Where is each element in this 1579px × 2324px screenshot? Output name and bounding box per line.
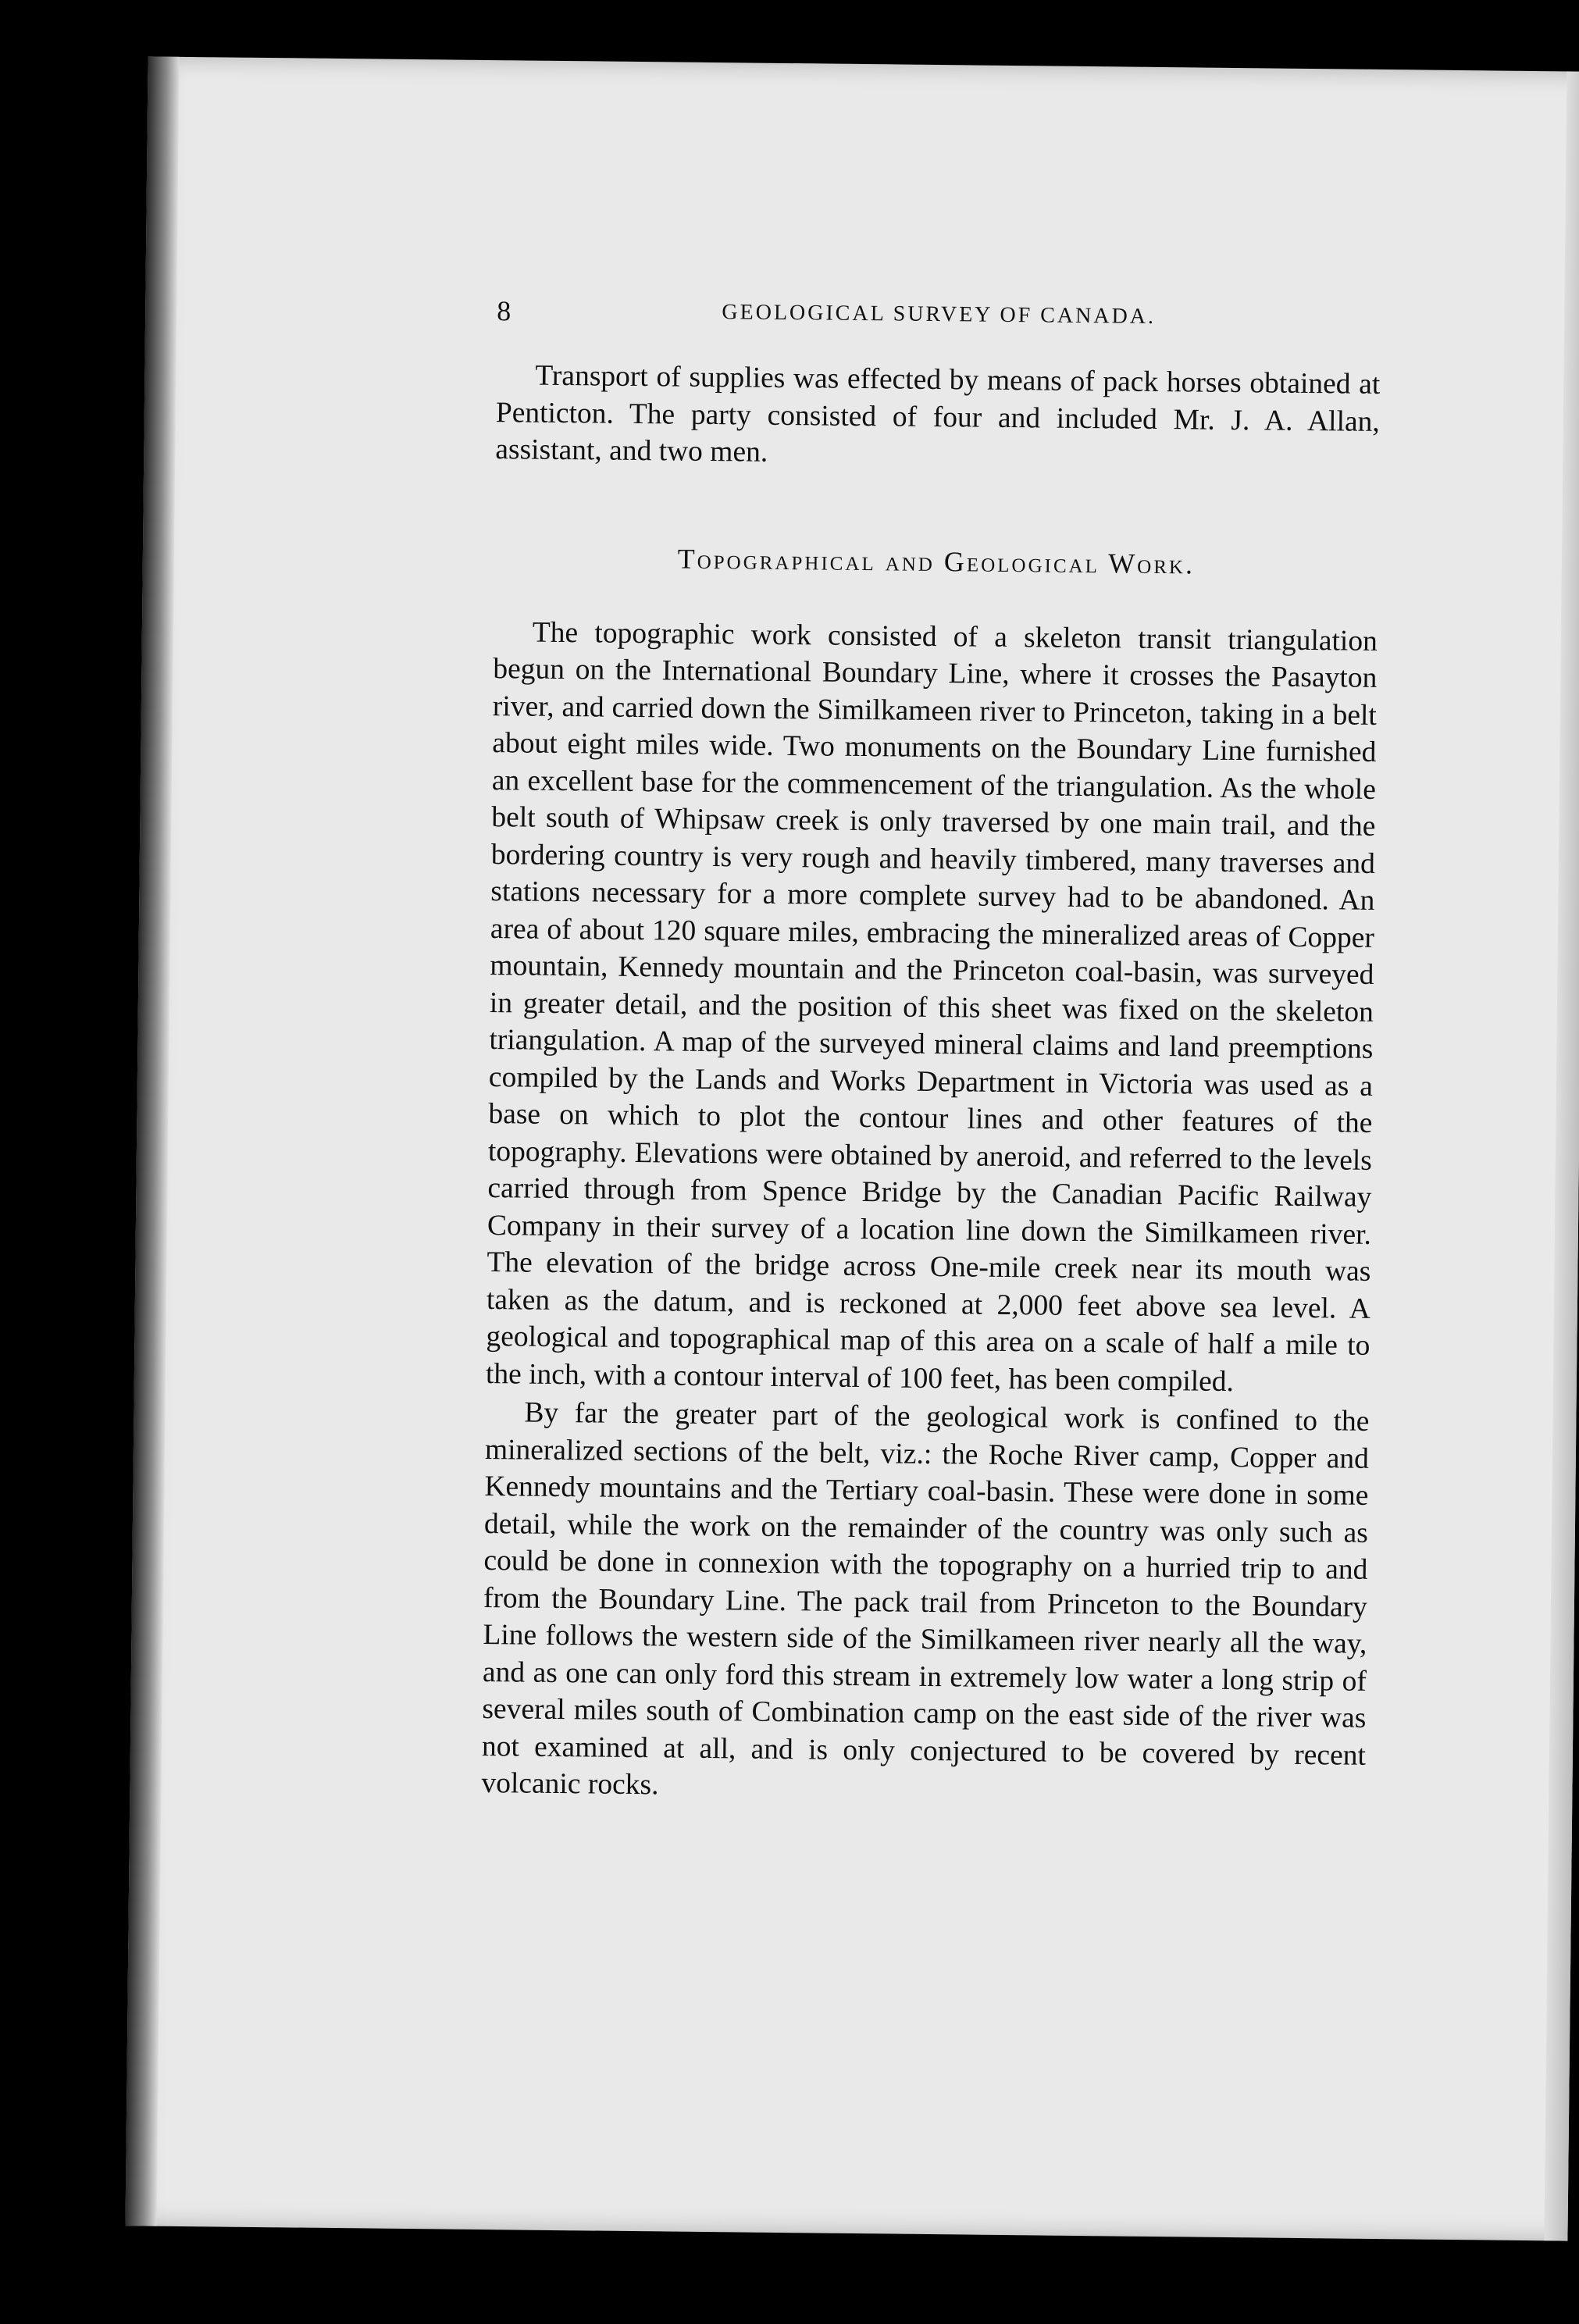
book-page (126, 56, 1579, 2240)
page-number: 8 (497, 295, 512, 327)
text-block (481, 294, 1381, 1811)
running-head: GEOLOGICAL SURVEY OF CANADA. (722, 300, 1157, 329)
paragraph-topographic-work: The topographic work consisted of a skeleton transit triangulation begun on the International Boundary Line, where it crosses the Pasayton river, and carried down the Similkameen river to Princeton, taking in a belt about eight miles wide. Two monuments on the Boundary Line furnished an excellent base for the commencement of the triangulation. As the whole belt south of Whipsaw creek is only traversed by one main trail, and the bordering country is very rough and heavily timbered, many traverses and stations necessary for a more complete survey had to be abandoned. An area of about 120 square miles, embracing the mineralized areas of Copper mountain, Kennedy mountain and the Princeton coal-basin, was surveyed in greater detail, and the position of this sheet was fixed on the skeleton triangulation. A map of the surveyed mineral claims and land preemptions compiled by the Lands and Works Department in Victoria was used as a base on which to plot the contour lines and other features of the topography. Elevations were obtained by aneroid, and referred to the levels carried through from Spence Bridge by the Canadian Pacific Railway Company in their survey of a location line down the Similkameen river. The elevation of the bridge across One-mile creek near its mouth was taken as the datum, and is reckoned at 2,000 feet above sea level. A geological and topographical map of this area on a scale of half a mile to the inch, with a contour interval of 100 feet, has been compiled. (485, 616, 1378, 1398)
paragraph-transport: Transport of supplies was effected by means of pack horses obtained at Penticton. The party consisted of four and included Mr. J. A. Allan, assistant, and two men. (495, 359, 1381, 469)
section-heading: Topographical and Geological Work. (677, 543, 1196, 579)
paragraph-geological-work: By far the greater part of the geological work is confined to the mineralized sections of the belt, viz.: the Roche River camp, Copper and Kennedy mountains and the Tertiary coal-basin. These were done in some detail, while the work on the remainder of the country was only such as could be done in connexion with the topography on a hurried trip to and from the Boundary Line. The pack trail from Princeton to the Boundary Line follows the western side of the Similkameen river nearly all the way, and as one can only ford this stream in extremely low water a long strip of several miles south of Combination camp on the east side of the river was not examined at all, and is only conjectured to be covered by recent volcanic rocks. (481, 1396, 1370, 1802)
page-right-edge (1544, 71, 1579, 2240)
page-binding-shadow (126, 56, 180, 2226)
page-header (497, 294, 1381, 351)
